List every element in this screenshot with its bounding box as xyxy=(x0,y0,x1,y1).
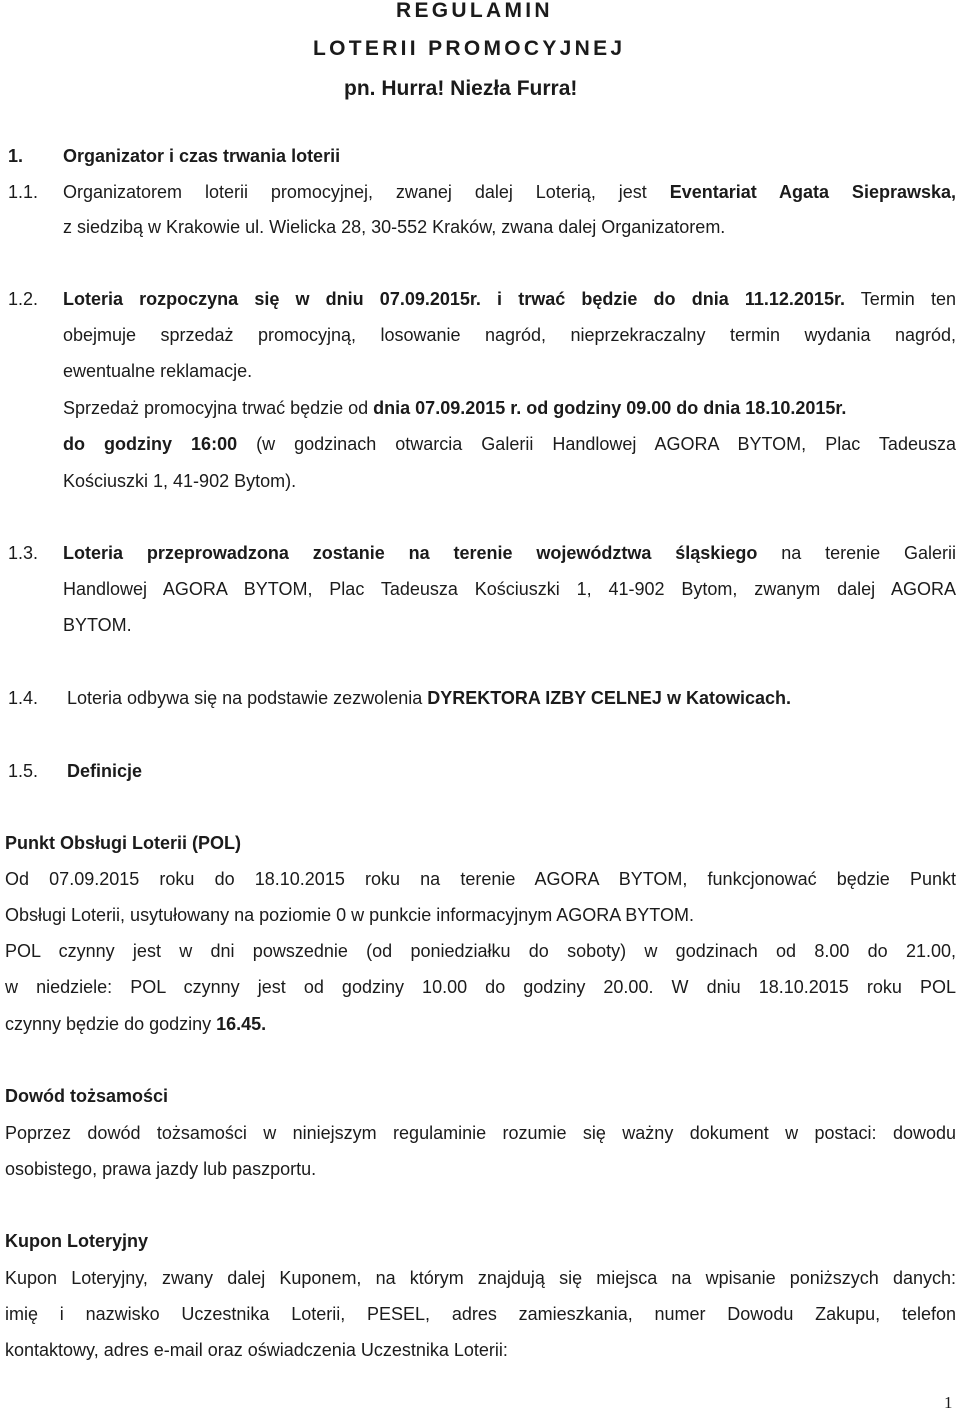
definitions-heading: Definicje xyxy=(67,761,143,781)
kupon-line-2: imię i nazwisko Uczestnika Loterii, PESEL, adres zamieszkania, numer Dowodu Zakupu, telefon xyxy=(5,1304,956,1324)
paragraph-number: 1.2. xyxy=(8,289,39,309)
lottery-name: pn. Hurra! Niezła Furra! xyxy=(344,77,578,100)
paragraph-number: 1.5. xyxy=(8,761,39,781)
paragraph-1-4-line-1: Loteria odbywa się na podstawie zezwolenia DYREKTORA IZBY CELNEJ w Katowicach. xyxy=(67,688,791,708)
paragraph-1-1-line-2: z siedzibą w Krakowie ul. Wielicka 28, 30-552 Kraków, zwana dalej Organizatorem. xyxy=(63,217,726,237)
paragraph-1-2-line-2: obejmuje sprzedaż promocyjną, losowanie nagród, nieprzekraczalny termin wydania nagród, xyxy=(63,325,956,345)
pol-line-2: Obsługi Loterii, usytułowany na poziomie 0 w punkcie informacyjnym AGORA BYTOM. xyxy=(5,905,694,925)
page-number: 1 xyxy=(944,1393,953,1412)
paragraph-1-3-line-3: BYTOM. xyxy=(63,615,132,635)
pol-line-5: czynny będzie do godziny 16.45. xyxy=(5,1014,267,1034)
paragraph-1-2-line-4: Sprzedaż promocyjna trwać będzie od dnia 07.09.2015 r. od godziny 09.00 do dnia 18.10.2015r. xyxy=(63,398,847,418)
paragraph-1-2-line-6: Kościuszki 1, 41-902 Bytom). xyxy=(63,471,297,491)
id-line-2: osobistego, prawa jazdy lub paszportu. xyxy=(5,1159,317,1179)
pol-heading: Punkt Obsługi Loterii (POL) xyxy=(5,833,241,853)
id-heading: Dowód tożsamości xyxy=(5,1086,169,1106)
paragraph-1-2-line-1: Loteria rozpoczyna się w dniu 07.09.2015r. i trwać będzie do dnia 11.12.2015r. Termin ten xyxy=(63,289,956,309)
section-number: 1. xyxy=(8,146,24,166)
pol-line-3: POL czynny jest w dni powszednie (od poniedziałku do soboty) w godzinach od 8.00 do 21.00, xyxy=(5,941,956,961)
paragraph-number: 1.4. xyxy=(8,688,39,708)
section-heading: Organizator i czas trwania loterii xyxy=(63,146,341,166)
pol-line-4: w niedziele: POL czynny jest od godziny 10.00 do godziny 20.00. W dniu 18.10.2015 roku POL xyxy=(5,977,956,997)
kupon-heading: Kupon Loteryjny xyxy=(5,1231,148,1251)
pol-line-1: Od 07.09.2015 roku do 18.10.2015 roku na terenie AGORA BYTOM, funkcjonować będzie Punkt xyxy=(5,869,956,889)
doc-subtitle: LOTERII PROMOCYJNEJ xyxy=(313,37,626,60)
paragraph-1-3-line-2: Handlowej AGORA BYTOM, Plac Tadeusza Kościuszki 1, 41-902 Bytom, zwanym dalej AGORA xyxy=(63,579,956,599)
paragraph-1-2-line-5: do godziny 16:00 (w godzinach otwarcia Galerii Handlowej AGORA BYTOM, Plac Tadeusza xyxy=(63,434,956,454)
paragraph-1-1-line-1: Organizatorem loterii promocyjnej, zwanej dalej Loterią, jest Eventariat Agata Sieprawska, xyxy=(63,182,956,202)
paragraph-1-2-line-3: ewentualne reklamacje. xyxy=(63,361,253,381)
kupon-line-3: kontaktowy, adres e-mail oraz oświadczenia Uczestnika Loterii: xyxy=(5,1340,508,1360)
kupon-line-1: Kupon Loteryjny, zwany dalej Kuponem, na którym znajdują się miejsca na wpisanie poniższych danych: xyxy=(5,1268,956,1288)
doc-title: REGULAMIN xyxy=(396,0,553,22)
paragraph-1-3-line-1: Loteria przeprowadzona zostanie na terenie województwa śląskiego na terenie Galerii xyxy=(63,543,956,563)
paragraph-number: 1.1. xyxy=(8,182,39,202)
paragraph-number: 1.3. xyxy=(8,543,39,563)
id-line-1: Poprzez dowód tożsamości w niniejszym regulaminie rozumie się ważny dokument w postaci: dowodu xyxy=(5,1123,956,1143)
